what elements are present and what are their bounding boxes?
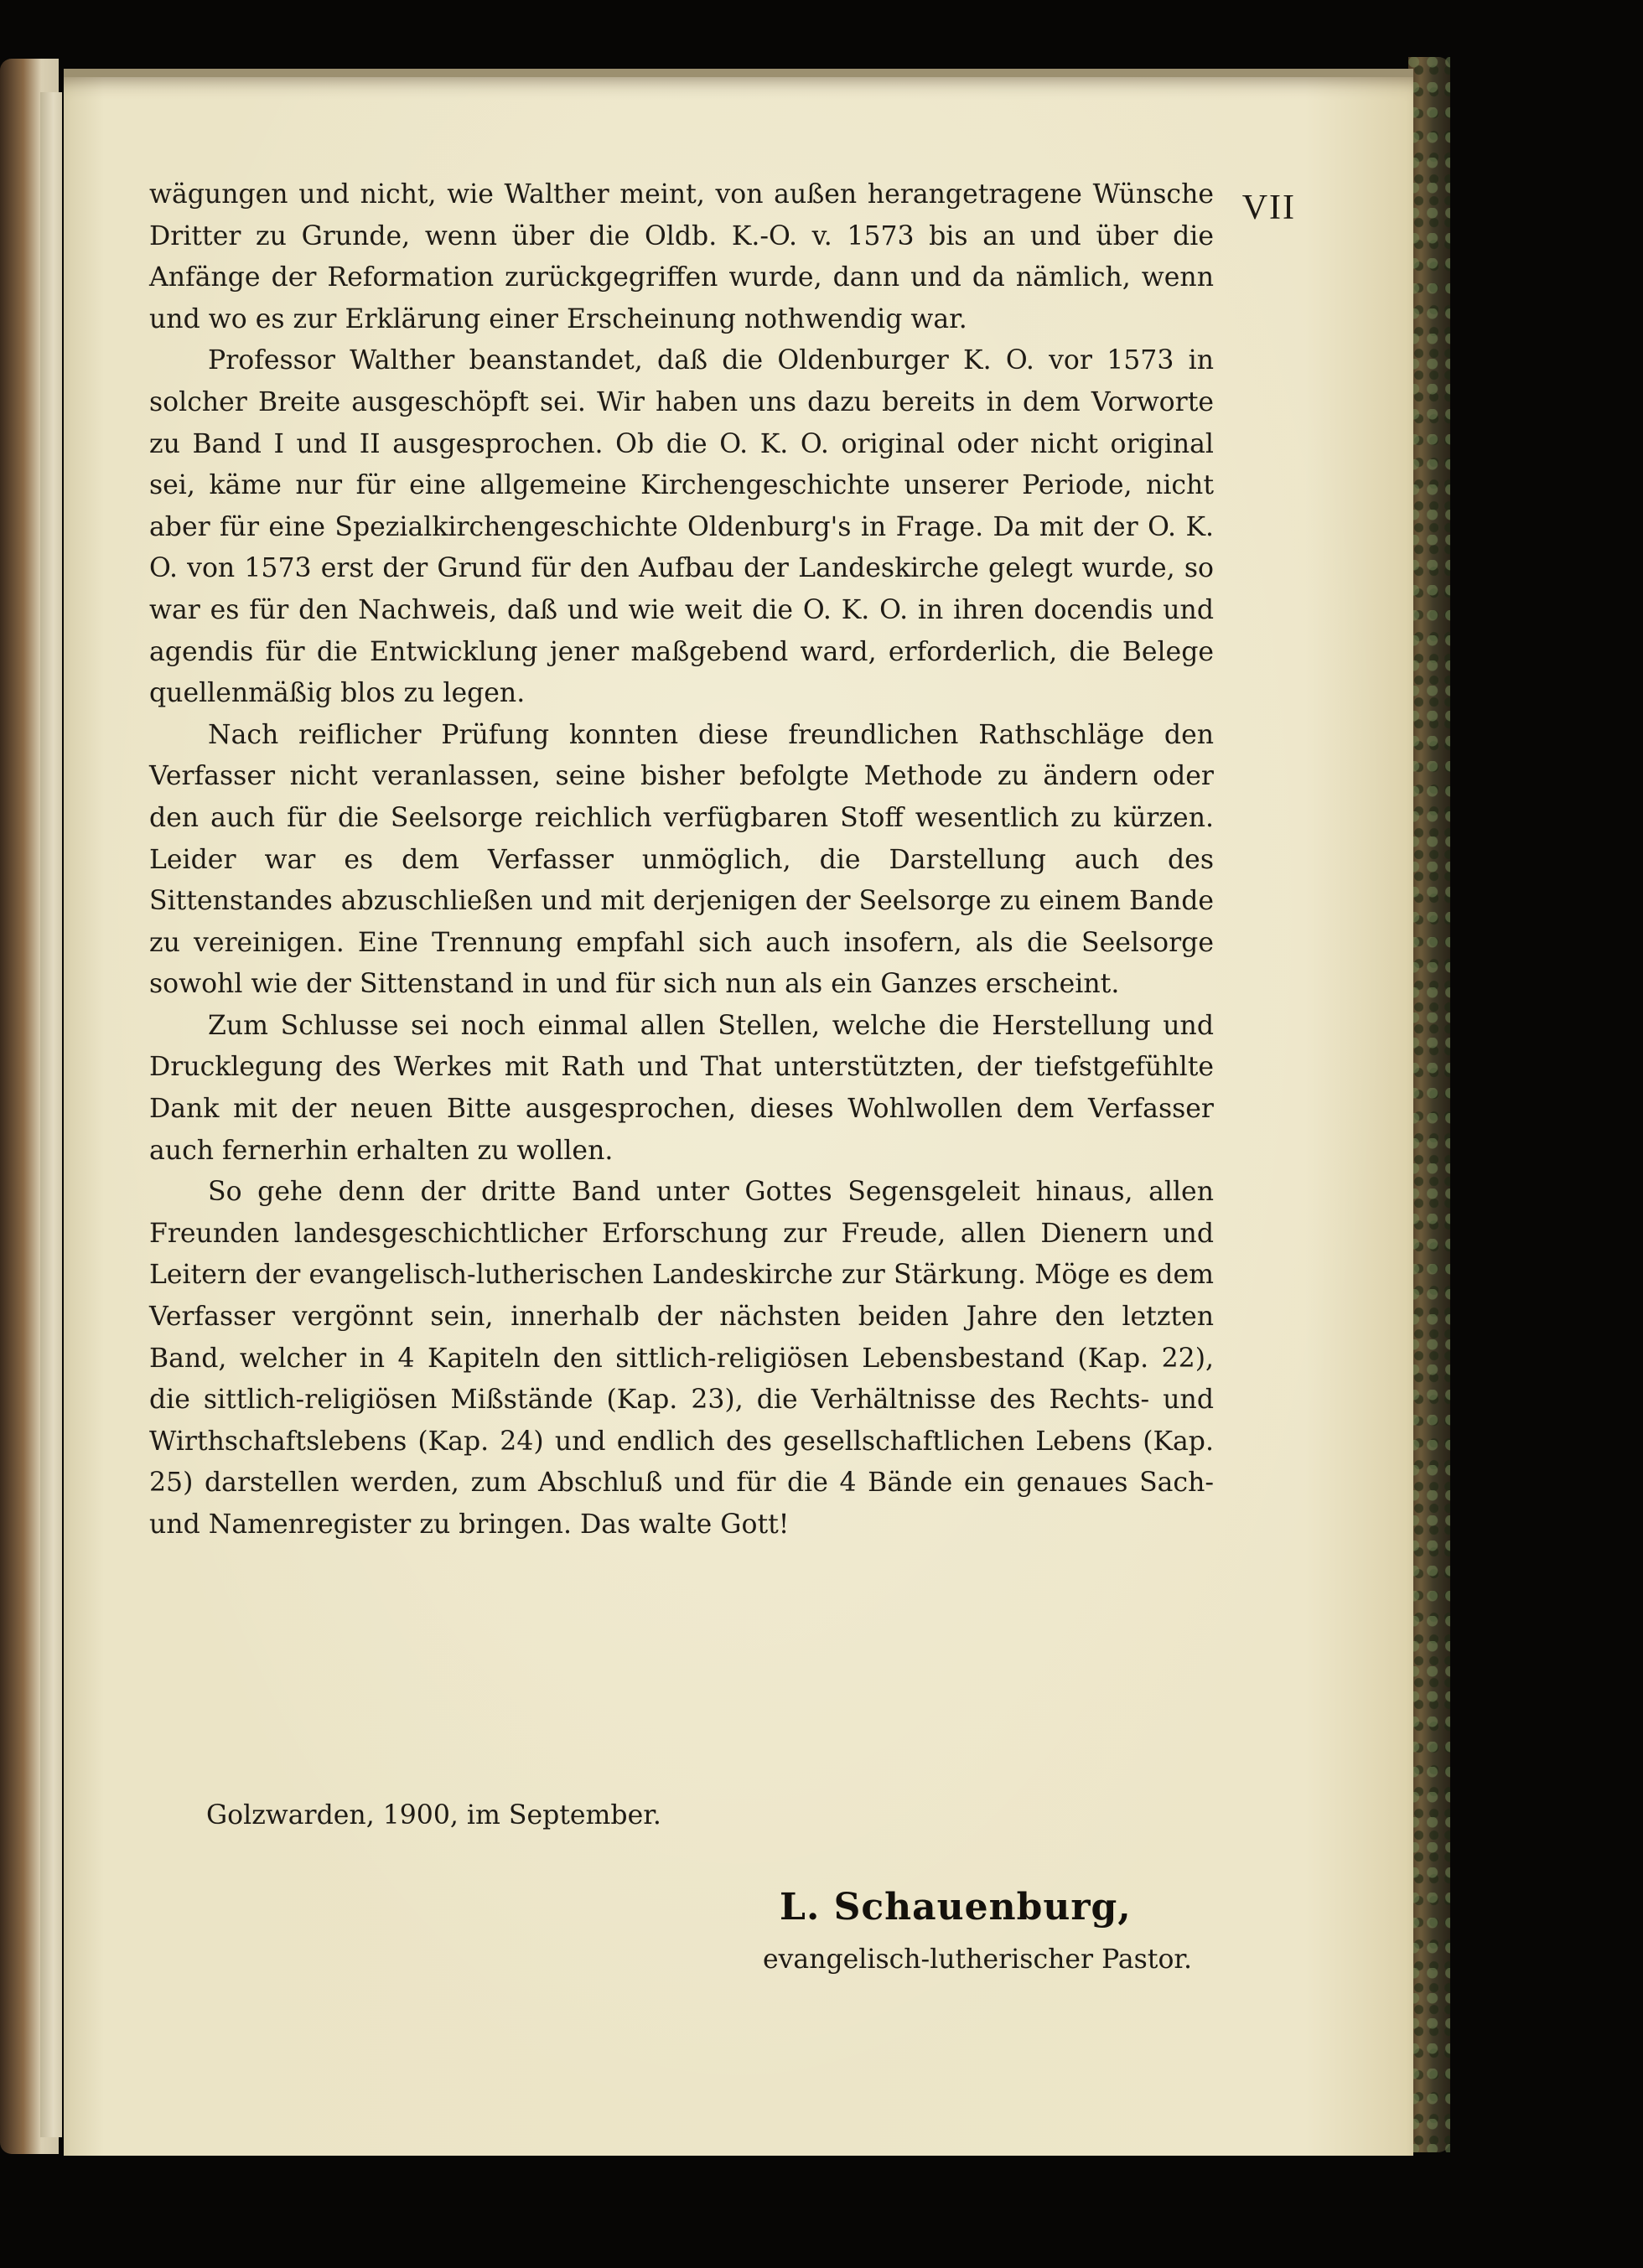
signature-title: evangelisch-lutherischer Pastor. <box>763 1944 1193 1975</box>
paragraph-2: Professor Walther beanstandet, daß die Oldenburger K. O. vor 1573 in solcher Breite ausgeschöpft sei. Wir haben uns dazu bereits in dem Vorworte zu Band I und II ausgesprochen. Ob die O. K. O. original oder nicht original sei, käme nur für eine allgemeine Kirchengeschichte unserer Periode, nicht aber für eine Spezialkirchengeschichte Oldenburg's in Frage. Da mit der O. K. O. von 1573 erst der Grund für den Aufbau der Landeskirche gelegt wurde, so war es für den Nachweis, daß und wie weit die O. K. O. in ihren docendis und agendis für die Entwicklung jener maßgebend ward, erforderlich, die Belege quellenmäßig blos zu legen. <box>149 345 1214 709</box>
paragraph-5: So gehe denn der dritte Band unter Gottes Segensgeleit hinaus, allen Freunden landesgeschichtlicher Erforschung zur Freude, allen Dienern und Leitern der evangelisch-lutherischen Landeskirche zur Stärkung. Möge es dem Verfasser vergönnt sein, innerhalb der nächsten beiden Jahre den letzten Band, welcher in 4 Kapiteln den sittlich-religiösen Lebensbestand (Kap. 22), die sittlich-religiösen Mißstände (Kap. 23), die Verhältnisse des Rechts- und Wirthschaftslebens (Kap. 24) und endlich des gesellschaftlichen Lebens (Kap. 25) darstellen werden, zum Abschluß und für die 4 Bände ein genaues Sach- und Namenregister zu bringen. Das walte Gott! <box>149 1177 1214 1540</box>
book-edge-left <box>0 59 59 2154</box>
page-number: VII <box>1241 189 1296 227</box>
paragraph-1: wägungen und nicht, wie Walther meint, von außen herangetragene Wünsche Dritter zu Grunde, wenn über die Oldb. K.-O. v. 1573 bis an und über die Anfänge der Reformation zurückgegriffen wurde, dann und da nämlich, wenn und wo es zur Erklärung einer Erscheinung nothwendig war. <box>149 179 1214 334</box>
signature-name: L. Schauenburg, <box>780 1886 1132 1929</box>
paragraph-3: Nach reiflicher Prüfung konnten diese freundlichen Rathschläge den Verfasser nicht veranlassen, seine bisher befolgte Methode zu ändern oder den auch für die Seelsorge reichlich verfügbaren Stoff wesentlich zu kürzen. Leider war es dem Verfasser unmöglich, die Darstellung auch des Sittenstandes abzuschließen und mit derjenigen der Seelsorge zu einem Bande zu vereinigen. Eine Trennung empfahl sich auch insofern, als die Seelsorge sowohl wie der Sittenstand in und für sich nun als ein Ganzes erscheint. <box>149 719 1214 1000</box>
page-fold <box>40 92 62 2137</box>
place-date: Golzwarden, 1900, im September. <box>206 1800 661 1830</box>
body-text <box>149 174 1214 1546</box>
paragraph-4: Zum Schlusse sei noch einmal allen Stellen, welche die Herstellung und Drucklegung des Werkes mit Rath und That unterstützten, der tiefstgefühlte Dank mit der neuen Bitte ausgesprochen, dieses Wohlwollen dem Verfasser auch fernerhin erhalten zu wollen. <box>149 1010 1214 1166</box>
book-cover-edge <box>1408 57 1450 2152</box>
